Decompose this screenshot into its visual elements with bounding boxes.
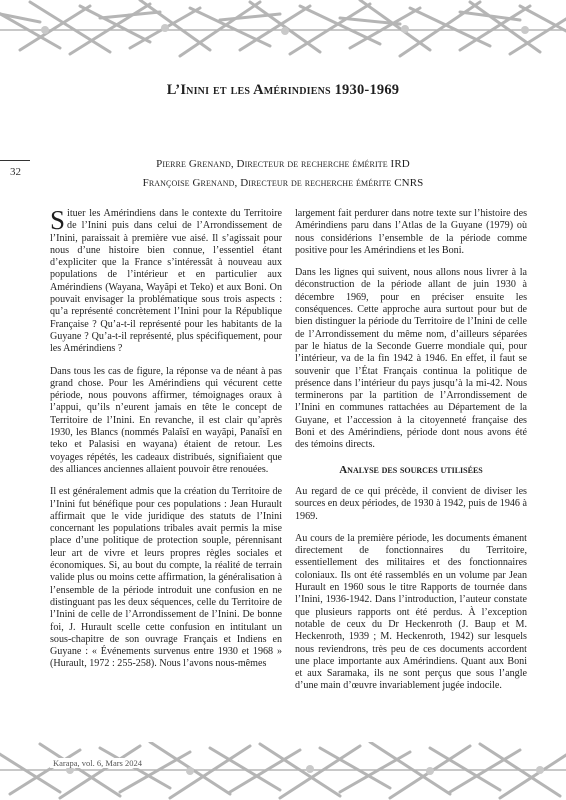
article-title: L’Inini et les Amérindiens 1930-1969	[166, 82, 400, 98]
paragraph: Dans les lignes qui suivent, nous allons nous livrer à la déconstruction de la période allant de juin 1930 à décembre 1969, pour en préciser ensuite les conséquences. Cette approche aura surtout pour but de bien distinguer la période du Territoire de l’Inini de celle de l’Arrondissement du même nom, d’ailleurs séparées par le hiatus de la Seconde Guerre mondiale qui, pour l’intérieur, va de la fin 1942 à 1946. En effet, il faut se souvenir que l’État Français continua la politique de présence dans l’intérieur du pays jusqu’à la mi-42. Nous terminerons par la partition de l’Arrondissement de l’Inini en communes rattachées au Département de la Guyane, et l’accession à la citoyenneté française des Boni et des Amérindiens, période dont nous avons été des témoins directs.	[295, 267, 527, 451]
paragraph: Au cours de la première période, les documents émanent directement de fonctionnaires du Territoire, essentiellement des militaires et des fonctionnaires coloniaux. Ils ont été rassemblés en un volume par Jean Hurault en 1960 sous le titre Rapports de tournée dans l’Inini, 1936-1942. Dans l’introduction, l’auteur constate que plusieurs rapports ont été perdus. À l’exception notable de ceux du Dr Heckenroth (J. Baup et M. Heckenroth, 1939 ; M. Heckenroth, 1942) sur lesquels nous reviendrons, très peu de ces documents accordent une place importante aux Amérindiens. Quant aux Boni et aux Saramaka, ils ne sont perçus que sous l’angle d’une main d’œuvre invariablement jugée indocile.	[295, 532, 527, 692]
right-column	[295, 208, 527, 703]
author-1: Pierre Grenand, Directeur de recherche émérite IRD	[156, 158, 410, 170]
drop-cap: S	[50, 205, 66, 235]
bottom-decorative-band	[0, 742, 566, 800]
paragraph-text: ituer les Amérindiens dans le contexte du Territoire de l’Inini puis dans celui de l’Arrondissement de l’Inini, paraissait à première vue aisé. Il s’agissait pour nous d’une histoire bien connue, l’essentiel étant d’expliciter que la France s’intéressât à nouveau aux populations de l’intérieur et en particulier aux Amérindiens (Wayana, Wayãpi et Teko) et aux Boni. On pouvait envisager la problématique sous trois aspects : qu’a représenté concrètement l’Inini pour la République Française ? Qu’a-t-il représenté pour les habitants de la Guyane ? Qu’a-t-il représenté, plus spécifiquement, pour les Amérindiens ?	[50, 208, 282, 355]
top-decorative-band	[0, 0, 566, 60]
footer-citation: Karapa, vol. 6, Mars 2024	[50, 758, 145, 768]
paragraph: Il est généralement admis que la création du Territoire de l’Inini fut bénéfique pour ces populations : Jean Hurault affirmait que le vide juridique des statuts de l’Inini concernant les populations tribales avait permis la mise place d’une politique de protection souple, pérennisant leur art de vivre et leurs propres règles sociales et économiques. Si, au bout du compte, la réalité de terrain valide plus ou moins cette affirmation, la généralisation à l’ensemble de la période introduit une confusion en ne distinguant pas les deux séquences, celle du Territoire de l’Inini de celle de l’Arrondissement de l’Inini. De bonne foi, J. Hurault scelle cette confusion en intitulant un sous-chapitre de son ouvrage Français et Indiens en Guyane : « Événements survenus entre 1930 et 1968 » (Hurault, 1972 : 255-258). Nous l’avons nous-mêmes	[50, 486, 282, 670]
paragraph: Dans tous les cas de figure, la réponse va de néant à pas grand chose. Pour les Amérindiens qui vécurent cette période, nous pouvons affirmer, témoignages oraux à l’appui, qu’ils n’eurent jamais en tête le concept de Territoire de l’Inini. En revanche, il est clair qu’après 1930, les Blancs (nommés Palaĩsĩ en wayãpi, Panaĩsĩ en teko et Palasisi en wayana) étaient de retour. Les voyages répétés, les cadeaux distribués, signifiaient que des alliances anciennes allaient pouvoir être renouées.	[50, 365, 282, 475]
author-2: Françoise Grenand, Directeur de recherche émérite CNRS	[142, 177, 424, 189]
paragraph	[50, 205, 282, 356]
paragraph: Au regard de ce qui précède, il convient de diviser les sources en deux périodes, de 1930 à 1942, puis de 1946 à 1969.	[295, 485, 527, 522]
page-number: 32	[10, 166, 21, 178]
left-column	[50, 205, 282, 681]
section-heading: Analyse des sources utilisées	[339, 463, 483, 476]
paragraph: largement fait perdurer dans notre texte sur l’histoire des Amérindiens paru dans l’Atlas de la Guyane (1979) où nous considérions l’ensemble de la période comme positive pour les Amérindiens et les Boni.	[295, 208, 527, 256]
